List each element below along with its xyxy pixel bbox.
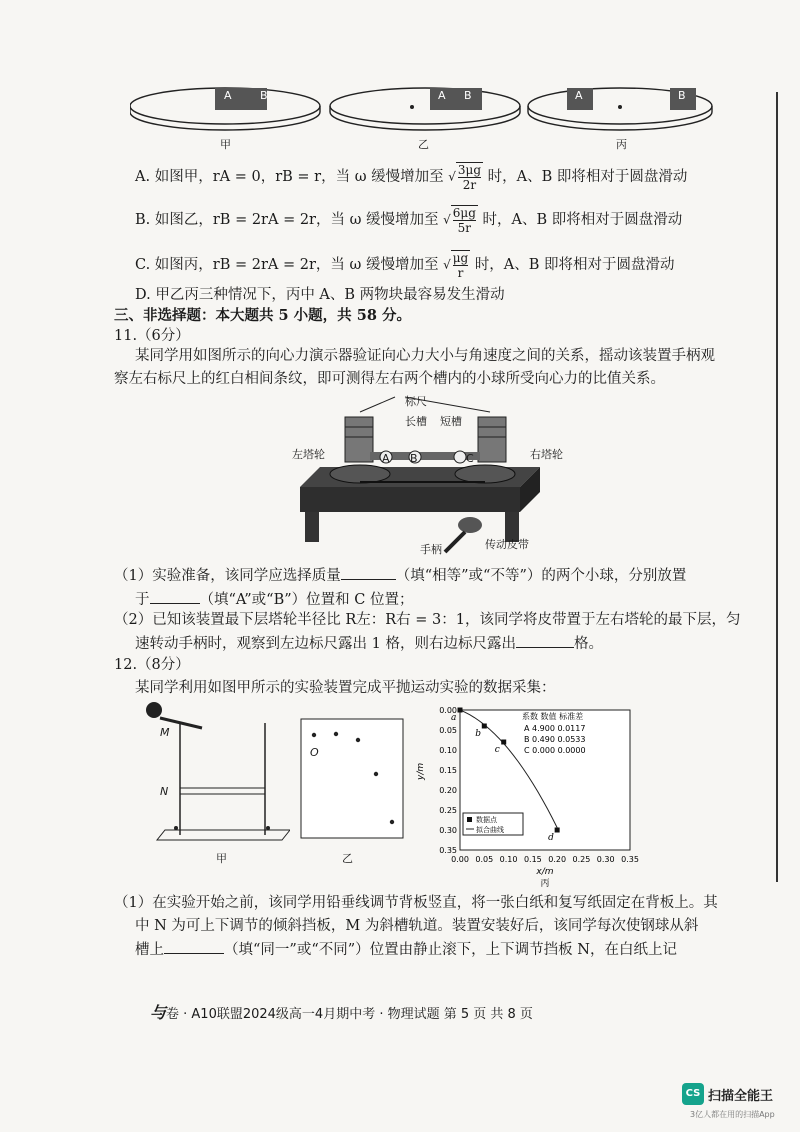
table-row: C 0.000 0.0000 xyxy=(524,746,586,755)
data-point-label: c xyxy=(494,745,500,755)
camscanner-badge xyxy=(682,1083,792,1123)
y-tick-label: 0.25 xyxy=(439,806,457,815)
q11-part1-line2: 于 （填“A”或“B”）位置和 C 位置； xyxy=(135,589,413,610)
x-tick-label: 0.20 xyxy=(548,855,567,864)
label-right-wheel: 右塔轮 xyxy=(530,448,563,461)
label-ruler: 标尺 xyxy=(405,395,427,408)
q12-number: 12.（8分） xyxy=(114,657,190,673)
block-a-jia: A xyxy=(224,89,232,102)
camscanner-icon: CS xyxy=(682,1083,704,1105)
y-tick-label: 0.05 xyxy=(439,726,457,735)
label-o: O xyxy=(310,746,319,759)
y-axis-label: y/m xyxy=(416,762,426,780)
table-row: B 0.490 0.0533 xyxy=(524,735,586,744)
q11-number: 11.（6分） xyxy=(114,328,190,344)
page-footer: 与卷 · A10联盟2024级高一4月期中考 · 物理试题 第 5 页 共 8 页 xyxy=(150,1003,533,1022)
label-pos-b: B xyxy=(410,452,418,465)
margin-rule xyxy=(776,92,778,882)
y-tick-label: 0.35 xyxy=(439,846,457,855)
x-axis-label: x/m xyxy=(536,867,554,877)
disc-yi xyxy=(330,88,520,130)
trace-points-figure xyxy=(300,718,405,840)
y-tick-label: 0.00 xyxy=(439,706,457,715)
data-point-label: b xyxy=(475,729,482,739)
q11-part2-line2: 速转动手柄时，观察到左边标尺露出 1 格，则右边标尺露出 格。 xyxy=(135,633,603,654)
trajectory-chart xyxy=(415,700,645,890)
data-point-label: d xyxy=(548,833,554,843)
data-point xyxy=(458,708,463,713)
data-point xyxy=(501,740,506,745)
data-point xyxy=(482,724,487,729)
label-fig-jia: 甲 xyxy=(216,852,227,865)
option-a: A. 如图甲，rA = 0，rB = r，当 ω 缓慢增加至 √ $\frac{3\mu g}{2r}$ 时，A、B 即将相对于圆盘滑动 xyxy=(135,163,688,192)
label-short-groove: 短槽 xyxy=(440,415,462,428)
legend-item: 数据点 xyxy=(476,816,497,824)
q11-intro-1: 某同学用如图所示的向心力演示器验证向心力大小与角速度之间的关系，摇动该装置手柄观 xyxy=(135,348,715,364)
x-tick-label: 0.30 xyxy=(596,855,615,864)
q11-part2-line1: （2）已知该装置最下层塔轮半径比 R左：R右 = 3：1，该同学将皮带置于左右塔轮的最下层，匀 xyxy=(114,612,741,628)
camscanner-title: 扫描全能王 xyxy=(708,1089,774,1104)
y-tick-label: 0.15 xyxy=(439,766,457,775)
label-bing: 丙 xyxy=(616,138,627,151)
label-pos-a: A xyxy=(382,452,390,465)
section-3-heading: 三、非选择题：本大题共 5 小题，共 58 分。 xyxy=(114,307,411,324)
data-point xyxy=(555,828,560,833)
legend-marker xyxy=(467,817,472,822)
label-m: M xyxy=(160,726,170,739)
block-b-yi: B xyxy=(464,89,472,102)
x-tick-label: 0.15 xyxy=(523,855,542,864)
camscanner-subtitle: 3亿人都在用的扫描App xyxy=(690,1110,775,1119)
y-tick-label: 0.10 xyxy=(439,746,457,755)
x-tick-label: 0.00 xyxy=(451,855,469,864)
footer-logo: 与 xyxy=(150,1003,167,1022)
block-b-bing: B xyxy=(678,89,686,102)
q11-part1-line1: （1）实验准备，该同学应选择质量 （填“相等”或“不等”）的两个小球，分别放置 xyxy=(114,565,686,586)
option-c: C. 如图丙，rB = 2rA = 2r，当 ω 缓慢增加至 √ $\frac{\mu g}{r}$ 时，A、B 即将相对于圆盘滑动 xyxy=(135,251,675,280)
x-tick-label: 0.35 xyxy=(621,855,639,864)
q11-intro-2: 察左右标尺上的红白相间条纹，即可测得左右两个槽内的小球所受向心力的比值关系。 xyxy=(114,371,665,387)
block-a-yi: A xyxy=(438,89,446,102)
option-b: B. 如图乙，rB = 2rA = 2r，当 ω 缓慢增加至 √ $\frac{6\mu g}{5r}$ 时，A、B 即将相对于圆盘滑动 xyxy=(135,206,683,235)
q12-intro: 某同学利用如图甲所示的实验装置完成平抛运动实验的数据采集： xyxy=(135,680,556,696)
legend-item: 拟合曲线 xyxy=(476,826,504,834)
label-yi: 乙 xyxy=(418,138,429,151)
y-tick-label: 0.30 xyxy=(439,826,457,835)
label-fig-bing: 丙 xyxy=(540,879,550,889)
label-long-groove: 长槽 xyxy=(405,415,427,428)
projectile-apparatus-figure xyxy=(140,700,290,845)
label-n: N xyxy=(160,785,169,798)
label-left-wheel: 左塔轮 xyxy=(292,448,325,461)
label-fig-yi: 乙 xyxy=(342,852,353,865)
label-pos-c: C xyxy=(466,452,474,465)
q12-part1-line1: （1）在实验开始之前，该同学用铅垂线调节背板竖直，将一张白纸和复写纸固定在背板上。其 xyxy=(114,895,718,911)
y-tick-label: 0.20 xyxy=(439,786,457,795)
block-a-bing: A xyxy=(575,89,583,102)
option-d: D. 甲乙丙三种情况下，丙中 A、B 两物块最容易发生滑动 xyxy=(135,287,505,303)
table-header: 系数 数值 标准差 xyxy=(522,712,584,721)
label-jia: 甲 xyxy=(220,138,231,151)
q12-part1-line3: 槽上 （填“同一”或“不同”）位置由静止滚下，上下调节挡板 N，在白纸上记 xyxy=(135,939,677,960)
x-tick-label: 0.05 xyxy=(475,855,494,864)
x-tick-label: 0.25 xyxy=(572,855,591,864)
x-tick-label: 0.10 xyxy=(499,855,518,864)
label-handle: 手柄 xyxy=(420,543,442,556)
table-row: A 4.900 0.0117 xyxy=(524,724,586,733)
block-b-jia: B xyxy=(260,89,268,102)
label-belt: 传动皮带 xyxy=(485,538,529,551)
data-point-label: a xyxy=(451,713,457,723)
q12-part1-line2: 中 N 为可上下调节的倾斜挡板，M 为斜槽轨道。装置安装好后，该同学每次使钢球从斜 xyxy=(135,918,699,934)
